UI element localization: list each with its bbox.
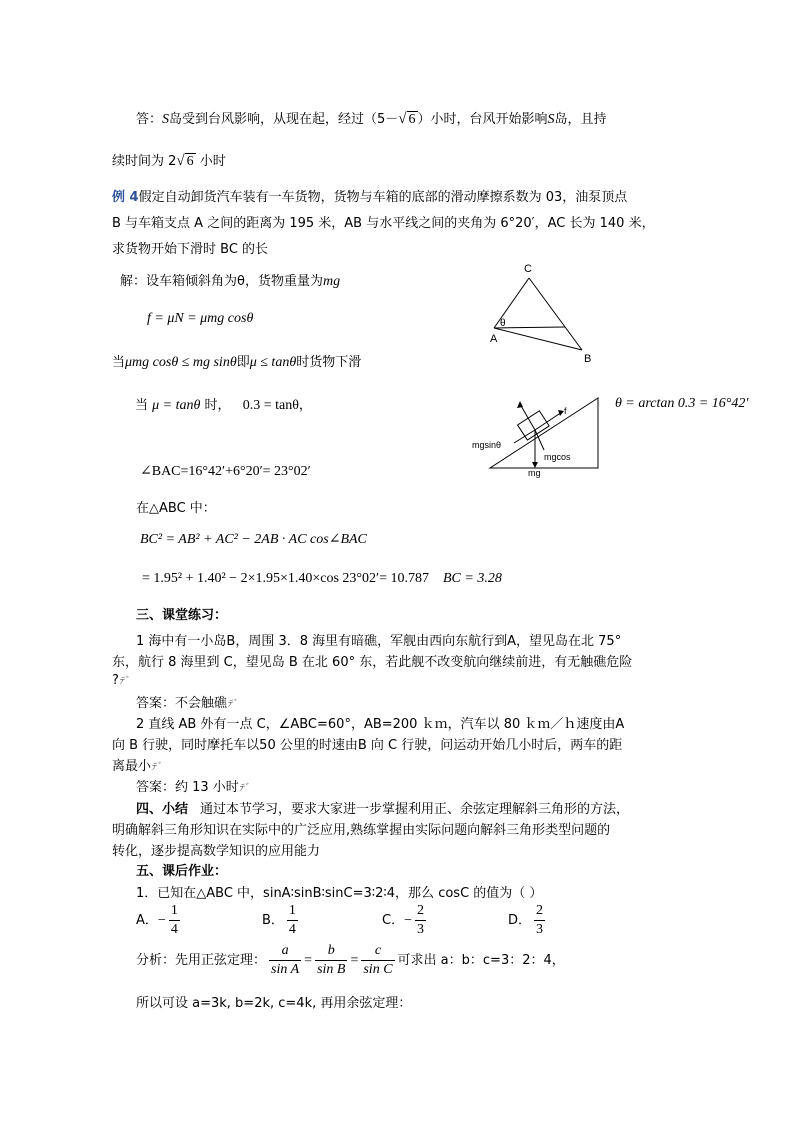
summary-line-2: 明确解斜三角形知识在实际中的广泛应用,熟练掌握由实际问题向解斜三角形类型问题的: [112, 823, 611, 838]
exercise-2-mark: ﾃﾞ: [151, 762, 162, 773]
exercise-2-q: 离最小: [112, 759, 152, 774]
frac-a-num: a: [269, 942, 301, 961]
arrow-mgcos: [535, 430, 544, 450]
calc-line: [142, 571, 502, 587]
exercise-1-line-1: 1 海中有一小岛B，周围 3．8 海里有暗礁，军舰由西向东航行到A，望见岛在北 75°: [136, 634, 622, 649]
analysis-line: 分析：先用正弦定理： $\frac{a}{\text{sin A}}$ = $\frac{b}{\text{sin B}}$ = $\frac{c}{\text{sin C}}$ 可求出 a：b：c=3：2：4，: [136, 943, 565, 977]
sqrt-sign-2: √: [176, 153, 185, 169]
answer-prefix: 答：: [136, 112, 163, 127]
exercise-1-line-3: [112, 672, 129, 688]
option-b-label: B．: [262, 913, 284, 928]
option-d-fraction: [534, 902, 545, 939]
label-mg: mg: [528, 468, 541, 478]
island-s: S: [162, 112, 170, 127]
frac-c-den: sin C: [363, 962, 393, 977]
option-c-sign: −: [404, 913, 412, 928]
cond-ineq-2: μ ≤ tanθ: [249, 355, 297, 370]
option-a-sign: −: [157, 913, 166, 928]
frac-b: [315, 942, 347, 979]
frac-c-num: c: [361, 942, 394, 961]
option-a-den: 4: [170, 922, 178, 937]
option-d-den: 3: [536, 922, 544, 937]
summary-line-1: [136, 798, 629, 817]
summary-line-3: 转化，逐步提高数学知识的应用能力: [112, 844, 321, 859]
when-eq-1: μ = tanθ: [152, 398, 201, 413]
exercise-1-q: ?: [112, 673, 119, 688]
example-4-line-3: 求货物开始下滑时 BC 的长: [112, 242, 269, 257]
solution-mg: mg: [322, 274, 341, 289]
in-triangle-text: 在△ABC 中：: [136, 501, 216, 516]
solution-intro: [120, 270, 340, 290]
frac-b-den: sin B: [317, 962, 346, 977]
answer-line-2: [112, 150, 226, 170]
option-c-den: 3: [416, 922, 424, 937]
analysis-text: 分析：先用正弦定理：: [136, 953, 267, 968]
frac-a-den: sin A: [271, 962, 300, 977]
option-d-label: D．: [508, 913, 532, 928]
option-a-fraction: [169, 902, 180, 939]
option-a: [136, 902, 183, 939]
option-b-fraction: [287, 902, 298, 939]
duration-text: 续时间为 2: [112, 154, 177, 169]
triangle-figure: [484, 258, 604, 370]
answer-text-b: ）小时，台风开始影响: [417, 112, 548, 127]
cond-text-c: 即: [236, 355, 250, 370]
sqrt-value: 6: [408, 112, 416, 127]
exercise-1-line-2: 东，航行 8 海里到 C，望见岛 B 在北 60° 东，若此舰不改变航向继续前进，有无触礁危险: [112, 655, 633, 670]
incline-force-figure: [470, 388, 610, 478]
summary-heading: 四、小结: [136, 802, 189, 817]
duration-unit: 小时: [195, 154, 226, 169]
example-4-line-2: B 与车箱支点 A 之间的距离为 195 米，AB 与水平线之间的夹角为 6°20′，AC 长为 140 米，: [112, 216, 655, 231]
cond-ineq-1: μmg cosθ ≤ mg sinθ: [125, 355, 237, 370]
cond-text-a: 当: [112, 355, 126, 370]
sqrt-value-2: 6: [186, 154, 194, 169]
sqrt-sign: √: [398, 111, 407, 127]
label-mgcos: mgcos: [544, 452, 571, 462]
exercise-1-answer: [136, 692, 237, 711]
exercise-2-line-2: 向 B 行驶，同时摩托车以50 公里的时速由B 向 C 行驶，问运动开始几小时后，两车的距: [112, 738, 623, 753]
label-f: f: [564, 406, 567, 416]
answer-text-a: 岛受到台风影响，从现在起，经过（5－: [169, 112, 399, 127]
arrowhead-normal: [517, 401, 523, 408]
homework-last-line: 所以可设 a=3k, b=2k, c=4k, 再用余弦定理：: [136, 996, 412, 1011]
cosine-law-equation: BC² = AB² + AC² − 2AB · AC cos∠BAC: [140, 532, 367, 547]
homework-question-1: 1．已知在△ABC 中，sinA∶sinB∶sinC=3∶2∶4，那么 cosC 的值为（ ）: [136, 886, 543, 901]
exercise-2-line-1: 2 直线 AB 外有一点 C，∠ABC=60°，AB=200 ｋｍ，汽车以 80 ｋｍ／ｈ速度由A: [136, 717, 625, 732]
friction-equation: f = μN = μmg cosθ: [147, 311, 254, 326]
arrow-f: [535, 412, 562, 430]
island-s-2: S: [547, 112, 555, 127]
label-mgsin: mgsinθ: [472, 440, 502, 450]
example-text-1: 假定自动卸货汽车装有一车货物，货物与车箱的底部的滑动摩擦系数为 03，油泵顶点: [138, 190, 628, 205]
exercise-2-line-3: [112, 755, 161, 774]
answer-2-mark: ﾃﾞ: [238, 783, 249, 794]
cond-text-e: 时货物下滑: [296, 355, 362, 370]
frac-b-num: b: [315, 942, 347, 961]
calc-result: BC = 3.28: [443, 571, 502, 586]
calc-expression: = 1.95² + 1.40² − 2×1.95×1.40×cos 23°02′= 10.787: [142, 571, 429, 586]
frac-c: [361, 942, 394, 979]
arrow-normal: [520, 404, 535, 430]
exercise-mark: ﾃﾞ: [118, 676, 129, 687]
answer-text: 答案：不会触礁: [136, 696, 228, 711]
summary-text-1: 通过本节学习，要求大家进一步掌握利用正、余弦定理解斜三角形的方法，: [200, 802, 630, 817]
example-4-line-1: [112, 186, 627, 205]
option-a-num: 1: [169, 902, 180, 921]
option-d: [508, 902, 548, 939]
exercise-2-answer: [136, 776, 249, 795]
when-eq-2: 0.3 = tanθ: [242, 398, 299, 413]
label-b: B: [584, 353, 592, 365]
exercises-heading: 三、课堂练习：: [136, 608, 228, 623]
theta-equation: θ = arctan 0.3 = 16°42′: [615, 396, 749, 411]
option-c-label: C．: [382, 913, 405, 928]
analysis-result: 可求出 a：b：c=3：2：4，: [397, 953, 565, 968]
option-b-num: 1: [287, 902, 298, 921]
solution-intro-text: 解：设车箱倾斜角为θ，货物重量为: [120, 274, 323, 289]
option-c: [382, 902, 429, 939]
option-c-num: 2: [415, 902, 426, 921]
option-c-fraction: [415, 902, 426, 939]
label-theta: θ: [500, 318, 506, 329]
answer-2-text: 答案：约 13 小时: [136, 780, 239, 795]
option-a-label: A．: [136, 913, 158, 928]
when-text-e: ，: [298, 398, 312, 413]
example-label: 例 4: [112, 190, 139, 205]
frac-a: [269, 942, 301, 979]
answer-line-1: [136, 108, 607, 128]
block: [518, 411, 550, 440]
homework-heading: 五、课后作业：: [136, 864, 228, 879]
label-c: C: [524, 263, 532, 275]
option-b: [262, 902, 301, 939]
when-text-a: 当: [135, 398, 149, 413]
option-b-den: 4: [288, 922, 296, 937]
label-a: A: [490, 333, 498, 345]
when-text-c: 时，: [204, 398, 231, 413]
answer-text-c: 岛，且持: [554, 112, 607, 127]
option-d-num: 2: [534, 902, 545, 921]
angle-bac-equation: ∠BAC=16°42′+6°20′= 23°02′: [140, 464, 311, 479]
answer-mark: ﾃﾞ: [227, 699, 238, 710]
when-line: [135, 394, 312, 414]
slide-condition: [112, 351, 361, 371]
